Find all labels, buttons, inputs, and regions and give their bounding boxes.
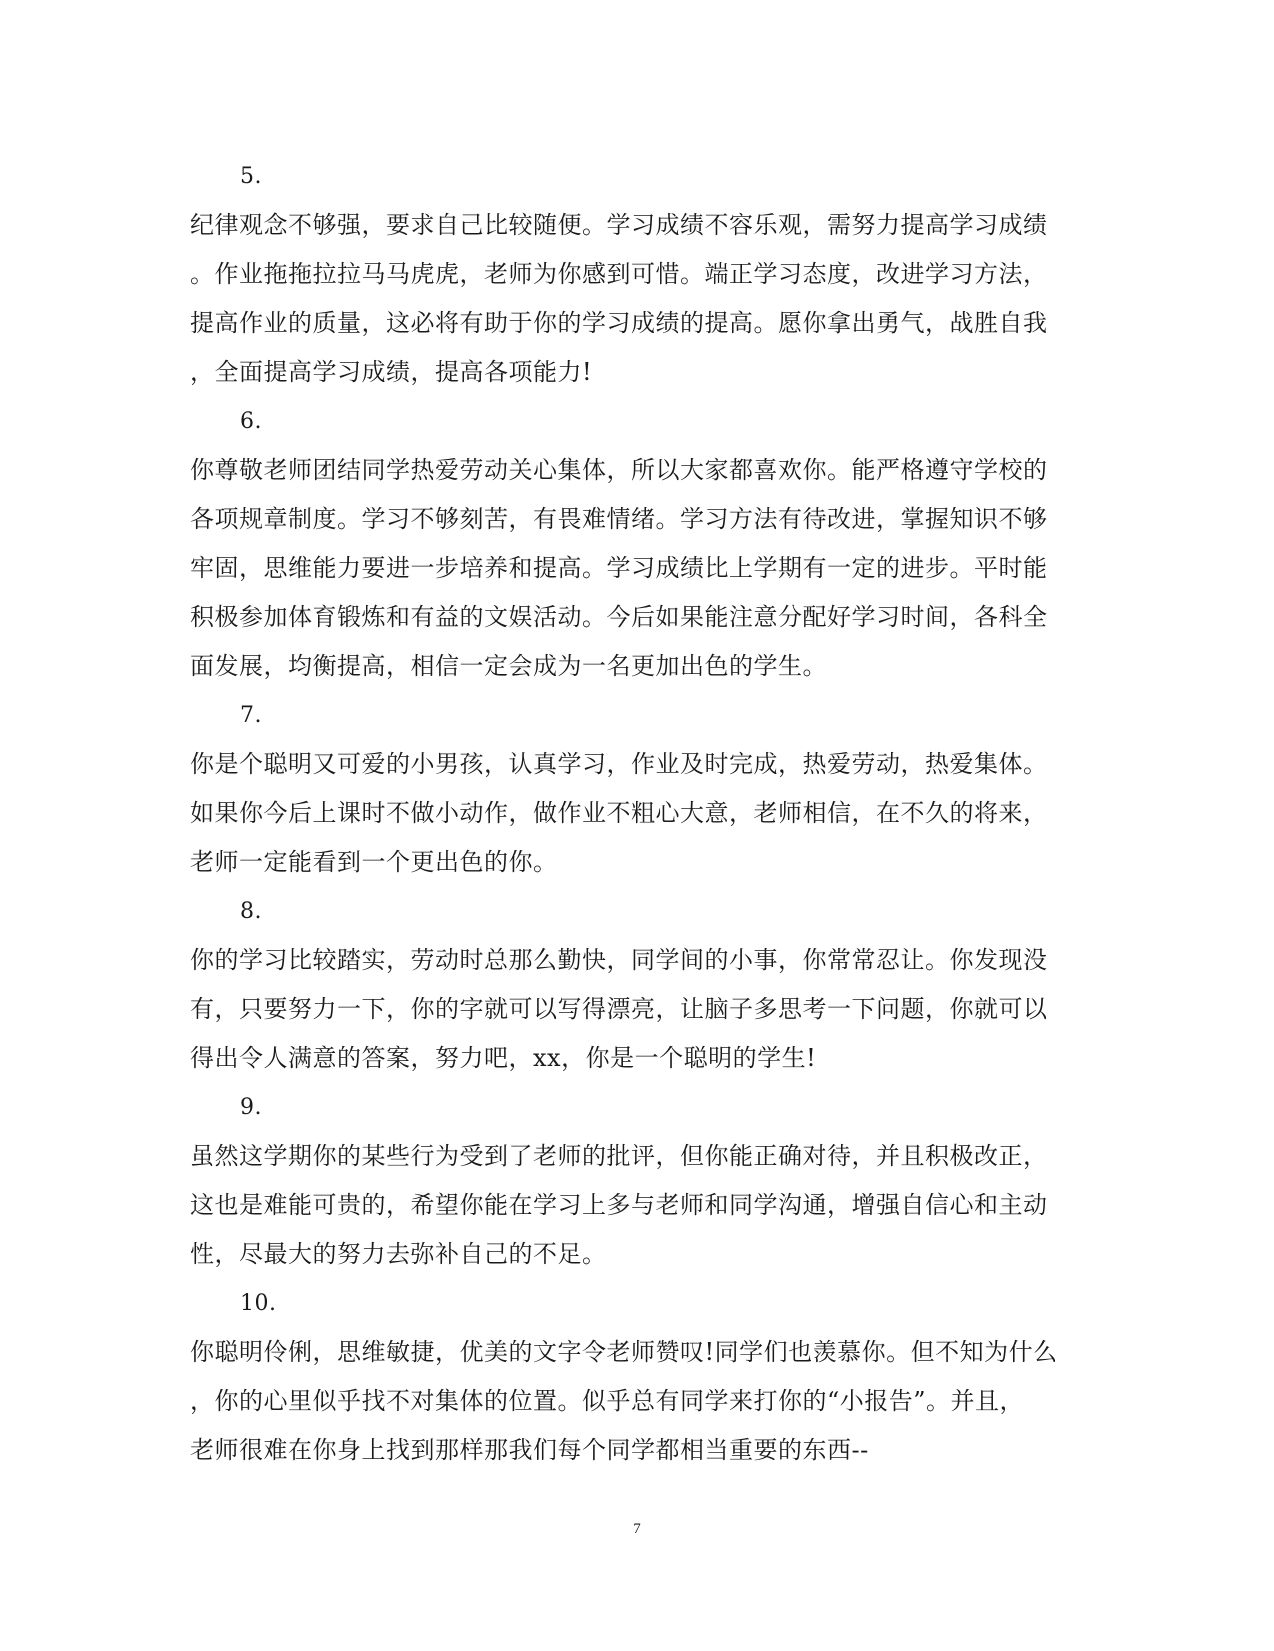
entry-number: 9. (240, 1095, 262, 1120)
entry-text-line: 性，尽最大的努力去弥补自己的不足。 (190, 1240, 607, 1268)
entry-number: 8. (240, 899, 262, 924)
entry-number: 5. (240, 164, 262, 189)
entry-text-line: 老师很难在你身上找到那样那我们每个同学都相当重要的东西-- (190, 1436, 869, 1464)
entry-number: 10. (240, 1291, 277, 1316)
entry-text-line: 积极参加体育锻炼和有益的文娱活动。今后如果能注意分配好学习时间，各科全 (190, 603, 1048, 631)
entry-number: 6. (240, 409, 262, 434)
entry-text-line: 纪律观念不够强，要求自己比较随便。学习成绩不容乐观，需努力提高学习成绩 (190, 211, 1048, 239)
entry-text-line: 这也是难能可贵的，希望你能在学习上多与老师和同学沟通，增强自信心和主动 (190, 1191, 1048, 1219)
entry-text-line: 得出令人满意的答案，努力吧，xx，你是一个聪明的学生! (190, 1044, 817, 1072)
comments-body (190, 152, 1070, 1475)
entry-text-line: 各项规章制度。学习不够刻苦，有畏难情绪。学习方法有待改进，掌握知识不够 (190, 505, 1048, 533)
entry-text-line: 你聪明伶俐，思维敏捷，优美的文字令老师赞叹!同学们也羡慕你。但不知为什么 (190, 1338, 1058, 1366)
page-number: 7 (633, 1521, 641, 1537)
entry-text-line: ，全面提高学习成绩，提高各项能力! (190, 358, 593, 386)
entry-text-line: 牢固，思维能力要进一步培养和提高。学习成绩比上学期有一定的进步。平时能 (190, 554, 1048, 582)
entry-text-line: 你的学习比较踏实，劳动时总那么勤快，同学间的小事，你常常忍让。你发现没 (190, 946, 1048, 974)
entry-text-line: 老师一定能看到一个更出色的你。 (190, 848, 558, 876)
entry-number: 7. (240, 703, 262, 728)
entry-text-line: 面发展，均衡提高，相信一定会成为一名更加出色的学生。 (190, 652, 827, 680)
entry-text-line: 你是个聪明又可爱的小男孩，认真学习，作业及时完成，热爱劳动，热爱集体。 (190, 750, 1048, 778)
entry-text-line: 如果你今后上课时不做小动作，做作业不粗心大意，老师相信，在不久的将来， (190, 799, 1048, 827)
entry-text-line: ，你的心里似乎找不对集体的位置。似乎总有同学来打你的“小报告”。并且， (190, 1387, 1025, 1415)
entry-text-line: 。作业拖拖拉拉马马虎虎，老师为你感到可惜。端正学习态度，改进学习方法， (190, 260, 1048, 288)
entry-text-line: 你尊敬老师团结同学热爱劳动关心集体，所以大家都喜欢你。能严格遵守学校的 (190, 456, 1048, 484)
entry-text-line: 有，只要努力一下，你的字就可以写得漂亮，让脑子多思考一下问题，你就可以 (190, 995, 1048, 1023)
entry-text-line: 提高作业的质量，这必将有助于你的学习成绩的提高。愿你拿出勇气，战胜自我 (190, 309, 1048, 337)
entry-text-line: 虽然这学期你的某些行为受到了老师的批评，但你能正确对待，并且积极改正， (190, 1142, 1048, 1170)
